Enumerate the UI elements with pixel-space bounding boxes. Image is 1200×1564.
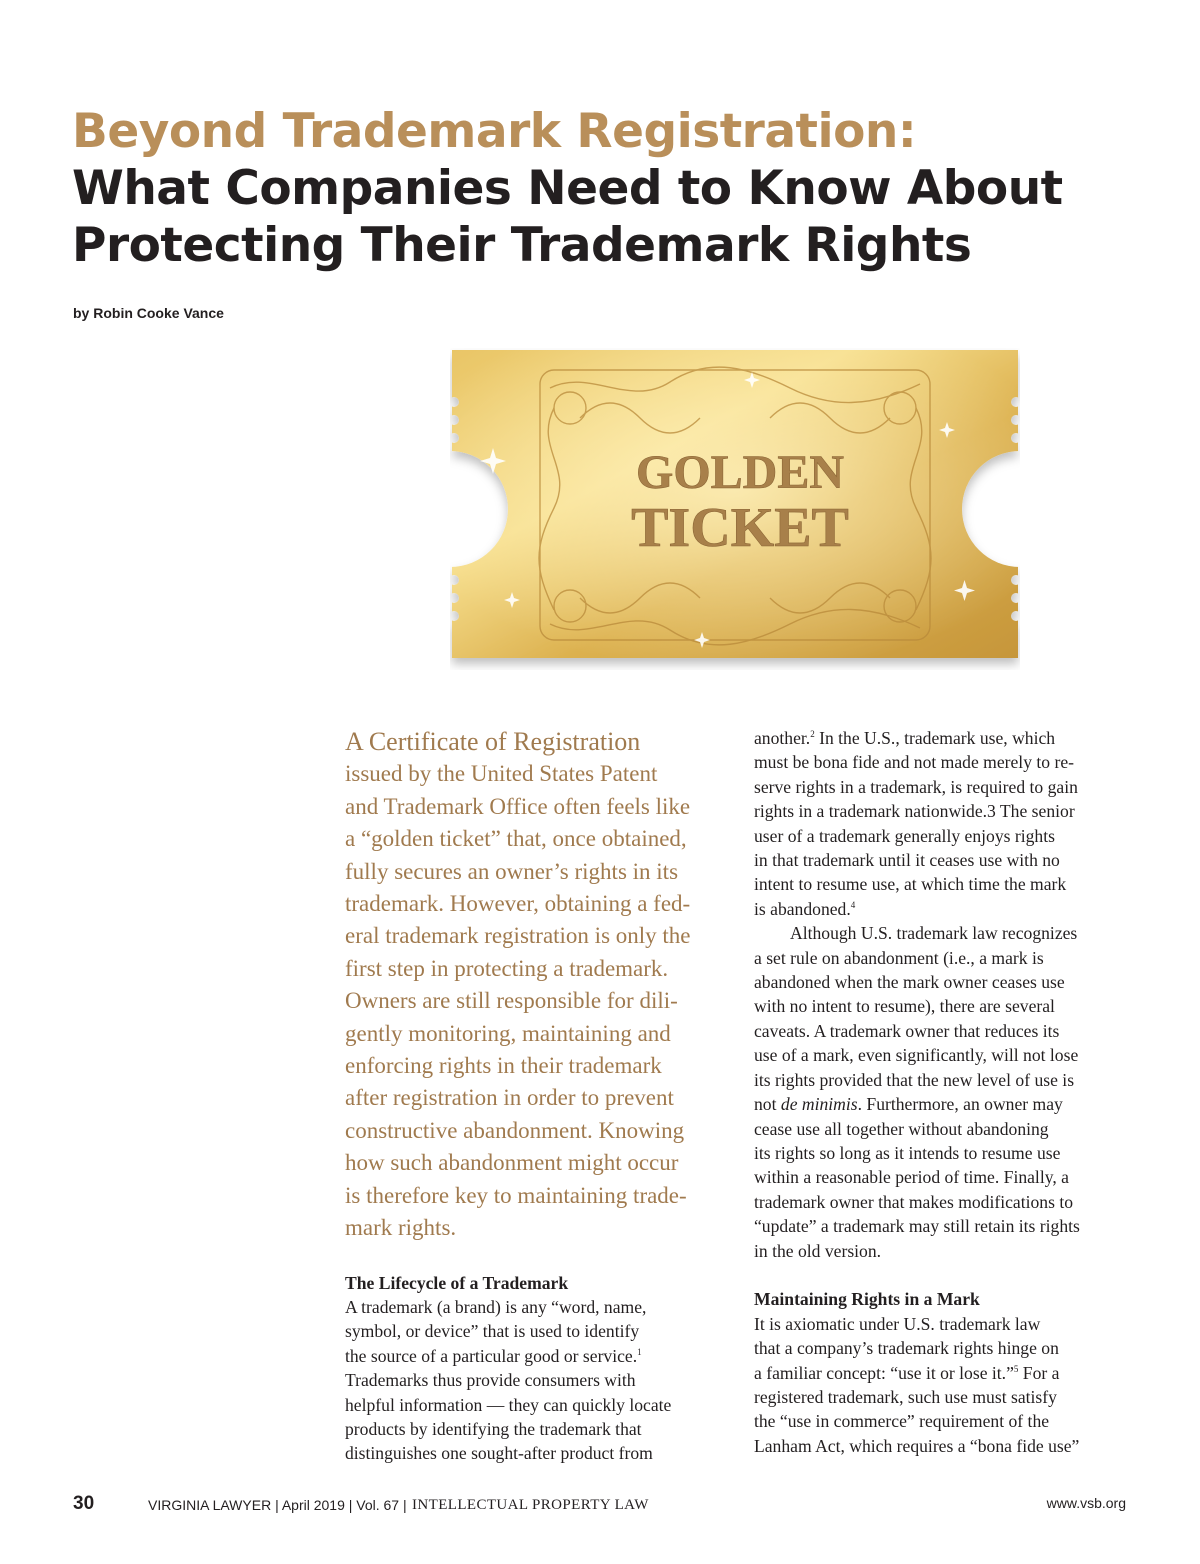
section-heading-lifecycle: The Lifecycle of a Trademark — [345, 1272, 569, 1293]
lede-line: after registration in order to prevent — [345, 1085, 674, 1111]
body-line: rights in a trademark nationwide.3 The senior — [754, 801, 1075, 822]
body-text: another. — [754, 728, 811, 748]
body-line: its rights so long as it intends to resume use — [754, 1142, 1061, 1163]
body-text: not — [754, 1094, 781, 1115]
body-line: trademark owner that makes modifications to — [754, 1191, 1074, 1212]
body-line: helpful information — they can quickly locate — [345, 1394, 672, 1415]
body-line: products by identifying the trademark that — [345, 1418, 642, 1439]
footer-url[interactable]: www.vsb.org — [1046, 1495, 1126, 1511]
body-text: . Furthermore, an owner may — [857, 1094, 1063, 1115]
body-text: the source of a particular good or service. — [345, 1345, 638, 1366]
lede-line: gently monitoring, maintaining and — [345, 1020, 671, 1046]
body-line: within a reasonable period of time. Finally, a — [754, 1167, 1069, 1188]
body-line — [345, 1344, 720, 1368]
section-heading-maintaining: Maintaining Rights in a Mark — [754, 1289, 980, 1310]
article-title-line1: Beyond Trademark Registration: — [72, 104, 917, 159]
lede-line: fully secures an owner’s rights in its — [345, 858, 679, 884]
lede-line: trademark. However, obtaining a fed- — [345, 891, 691, 917]
footnote-ref-5: 5 — [1013, 1363, 1019, 1374]
footnote-ref-2: 2 — [810, 729, 815, 739]
body-line — [754, 897, 1134, 921]
byline: by Robin Cooke Vance — [73, 305, 224, 321]
body-text: For a — [1018, 1362, 1060, 1383]
body-line: abandoned when the mark owner ceases use — [754, 972, 1065, 993]
article-title-line2 — [72, 160, 1063, 274]
body-line: It is axiomatic under U.S. trademark law — [754, 1313, 1041, 1334]
body-line: user of a trademark generally enjoys rights — [754, 825, 1055, 846]
lede-paragraph — [345, 726, 720, 1245]
body-line: cease use all together without abandoning — [754, 1118, 1049, 1139]
ticket-text-ticket: TICKET — [631, 497, 849, 559]
body-line — [754, 726, 1134, 750]
golden-ticket-illustration — [450, 348, 1020, 670]
body-line: caveats. A trademark owner that reduces its — [754, 1020, 1060, 1041]
title-line2a: What Companies Need to Know About — [72, 161, 1063, 216]
body-line: Lanham Act, which requires a “bona fide use” — [754, 1435, 1080, 1456]
footnote-ref-1: 1 — [637, 1346, 642, 1357]
body-line: Although U.S. trademark law recognizes — [790, 923, 1078, 944]
footer-section: INTELLECTUAL PROPERTY LAW — [412, 1497, 649, 1513]
lede-line: A Certificate of Registration — [345, 727, 641, 756]
body-line: distinguishes one sought-after product from — [345, 1443, 653, 1464]
body-line: intent to resume use, at which time the mark — [754, 874, 1067, 895]
lede-line: Owners are still responsible for dili- — [345, 988, 678, 1014]
body-line: A trademark (a brand) is any “word, name, — [345, 1296, 647, 1317]
lede-line: how such abandonment might occur — [345, 1150, 679, 1176]
body-line: in that trademark until it ceases use with no — [754, 850, 1060, 871]
footer-publication: VIRGINIA LAWYER | April 2019 | Vol. 67 | — [148, 1497, 407, 1513]
lede-line: first step in protecting a trademark. — [345, 955, 669, 981]
lede-line: a “golden ticket” that, once obtained, — [345, 826, 687, 852]
body-line: in the old version. — [754, 1240, 882, 1261]
footnote-ref-4: 4 — [850, 899, 856, 910]
lede-line: and Trademark Office often feels like — [345, 793, 691, 819]
page-number: 30 — [73, 1493, 95, 1514]
body-text: is abandoned. — [754, 898, 851, 919]
body-text: a familiar concept: “use it or lose it.” — [754, 1362, 1014, 1383]
page-footer — [0, 1493, 1200, 1517]
body-line: serve rights in a trademark, is required to gain — [754, 776, 1078, 797]
left-column — [345, 726, 720, 1466]
title-line2b: Protecting Their Trademark Rights — [72, 218, 972, 273]
body-line: symbol, or device” that is used to identify — [345, 1321, 640, 1342]
body-line: the “use in commerce” requirement of the — [754, 1411, 1050, 1432]
body-line: Trademarks thus provide consumers with — [345, 1370, 636, 1391]
lede-line: constructive abandonment. Knowing — [345, 1117, 685, 1143]
body-line: a set rule on abandonment (i.e., a mark is — [754, 947, 1044, 968]
lede-line: issued by the United States Patent — [345, 761, 658, 787]
body-line: with no intent to resume), there are several — [754, 996, 1055, 1017]
lede-line: is therefore key to maintaining trade- — [345, 1182, 687, 1208]
body-line — [754, 1092, 1134, 1116]
right-column — [754, 726, 1134, 1458]
body-line: “update” a trademark may still retain its rights — [754, 1216, 1080, 1237]
body-line: use of a mark, even significantly, will not lose — [754, 1045, 1079, 1066]
italic-term: de minimis — [780, 1094, 858, 1115]
body-line: its rights provided that the new level of use is — [754, 1069, 1075, 1090]
body-text: In the U.S., trademark use, which — [814, 728, 1056, 748]
lede-line: eral trademark registration is only the — [345, 923, 691, 949]
lede-line: mark rights. — [345, 1215, 457, 1241]
body-line: that a company’s trademark rights hinge on — [754, 1338, 1059, 1359]
ticket-text-golden: GOLDEN — [635, 446, 845, 499]
body-line: registered trademark, such use must satisfy — [754, 1386, 1057, 1407]
body-line: must be bona fide and not made merely to re- — [754, 752, 1075, 773]
lede-line: enforcing rights in their trademark — [345, 1053, 662, 1079]
body-line — [754, 1361, 1134, 1385]
